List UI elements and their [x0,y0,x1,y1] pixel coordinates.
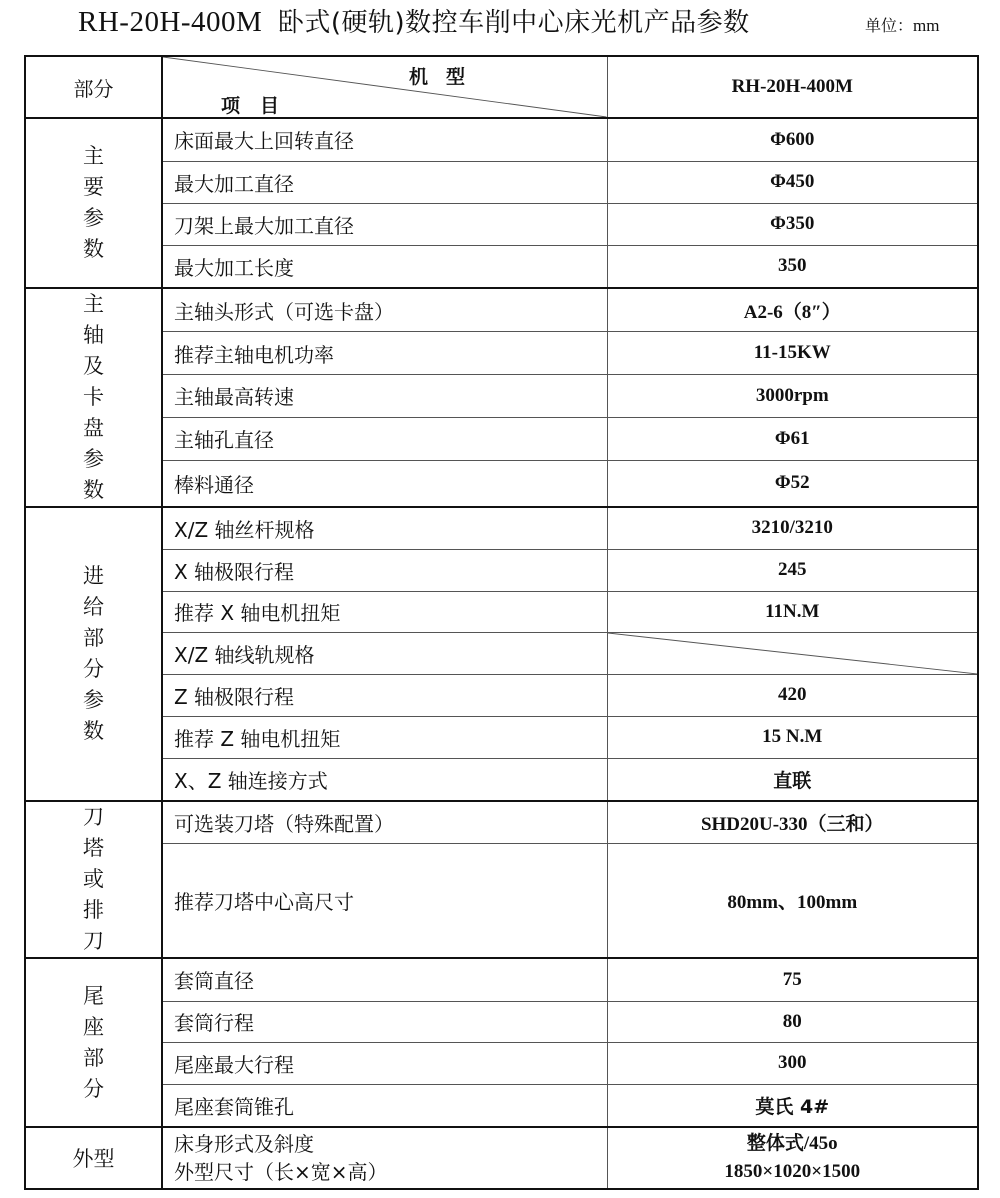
row-item: Z 轴极限行程 [162,674,607,716]
row-value: 350 [607,245,978,288]
row-item: 推荐主轴电机功率 [162,332,607,375]
table-row [25,1084,978,1127]
header-item-label: 项目 [221,95,300,117]
row-value-line: 1850×1020×1500 [724,1161,861,1182]
row-value: SHD20U-330（三和） [607,801,978,844]
table-row [25,1127,978,1189]
header-model: RH-20H-400M [607,56,978,118]
row-value: 80mm、100mm [607,844,978,958]
document-title-bar [0,0,1000,48]
table-row [25,716,978,758]
row-value: 300 [607,1042,978,1084]
table-row [25,632,978,674]
section-label: 刀塔或排刀 [25,801,162,958]
title-text: 卧式(硬轨)数控车削中心床光机产品参数 [277,8,750,38]
table-row [25,375,978,418]
header-machine-label: 机型 [409,66,484,88]
section-label: 尾座部分 [25,958,162,1127]
table-row [25,1042,978,1084]
table-row [25,507,978,549]
row-item: 棒料通径 [162,460,607,507]
table-row [25,203,978,245]
header-diagonal-cell [162,56,607,118]
row-item-line: 床身形式及斜度 [174,1132,314,1156]
table-row [25,591,978,632]
table-row [25,332,978,375]
row-value: 245 [607,549,978,591]
document-title [78,2,750,39]
row-item: 刀架上最大加工直径 [162,203,607,245]
row-value: 莫氏 4# [607,1084,978,1127]
row-value-line: 整体式/45o [746,1133,838,1154]
table-row [25,460,978,507]
table-row [25,1001,978,1042]
row-value: A2-6（8″） [607,288,978,332]
row-value: 11N.M [607,591,978,632]
section-label: 主轴及卡盘参数 [25,288,162,507]
table-row [25,758,978,801]
row-value: 75 [607,958,978,1001]
row-value: 15 N.M [607,716,978,758]
row-value [607,1127,978,1189]
table-row [25,245,978,288]
row-item: 套筒行程 [162,1001,607,1042]
row-value: 11-15KW [607,332,978,375]
row-value: Φ450 [607,161,978,203]
row-item [162,1127,607,1189]
row-item: X/Z 轴线轨规格 [162,632,607,674]
row-item: 最大加工长度 [162,245,607,288]
row-item: 尾座最大行程 [162,1042,607,1084]
row-item-line: 外型尺寸（长×宽×高） [174,1160,388,1184]
row-item: 可选装刀塔（特殊配置） [162,801,607,844]
section-label: 进给部分参数 [25,507,162,801]
row-value: 直联 [607,758,978,801]
diagonal-line [608,633,978,674]
empty-value-diagonal [607,632,978,674]
row-item: X、Z 轴连接方式 [162,758,607,801]
unit-label: 单位：mm [865,16,940,35]
section-label: 外型 [25,1127,162,1189]
row-value: Φ52 [607,460,978,507]
table-row [25,118,978,161]
row-item: 推荐刀塔中心高尺寸 [162,844,607,958]
row-value: Φ600 [607,118,978,161]
row-item: 主轴头形式（可选卡盘） [162,288,607,332]
row-value: 3210/3210 [607,507,978,549]
table-row [25,958,978,1001]
row-item: 主轴孔直径 [162,417,607,460]
row-item: 推荐 X 轴电机扭矩 [162,591,607,632]
row-item: 最大加工直径 [162,161,607,203]
table-row [25,801,978,844]
table-row [25,844,978,958]
table-row [25,549,978,591]
row-value: Φ350 [607,203,978,245]
table-row [25,161,978,203]
row-value: 420 [607,674,978,716]
row-item: 尾座套筒锥孔 [162,1084,607,1127]
table-row [25,674,978,716]
spec-table [24,55,979,1190]
section-label: 主要参数 [25,118,162,288]
header-part: 部分 [25,56,162,118]
row-item: 套筒直径 [162,958,607,1001]
unit-value: mm [913,16,940,35]
row-value: 80 [607,1001,978,1042]
table-row [25,417,978,460]
row-value: 3000rpm [607,375,978,418]
table-header-row [25,56,978,118]
title-model: RH-20H-400M [78,6,263,38]
row-item: 床面最大上回转直径 [162,118,607,161]
table-row [25,288,978,332]
row-item: X 轴极限行程 [162,549,607,591]
row-item: 主轴最高转速 [162,375,607,418]
row-item: X/Z 轴丝杆规格 [162,507,607,549]
row-value: Φ61 [607,417,978,460]
row-item: 推荐 Z 轴电机扭矩 [162,716,607,758]
